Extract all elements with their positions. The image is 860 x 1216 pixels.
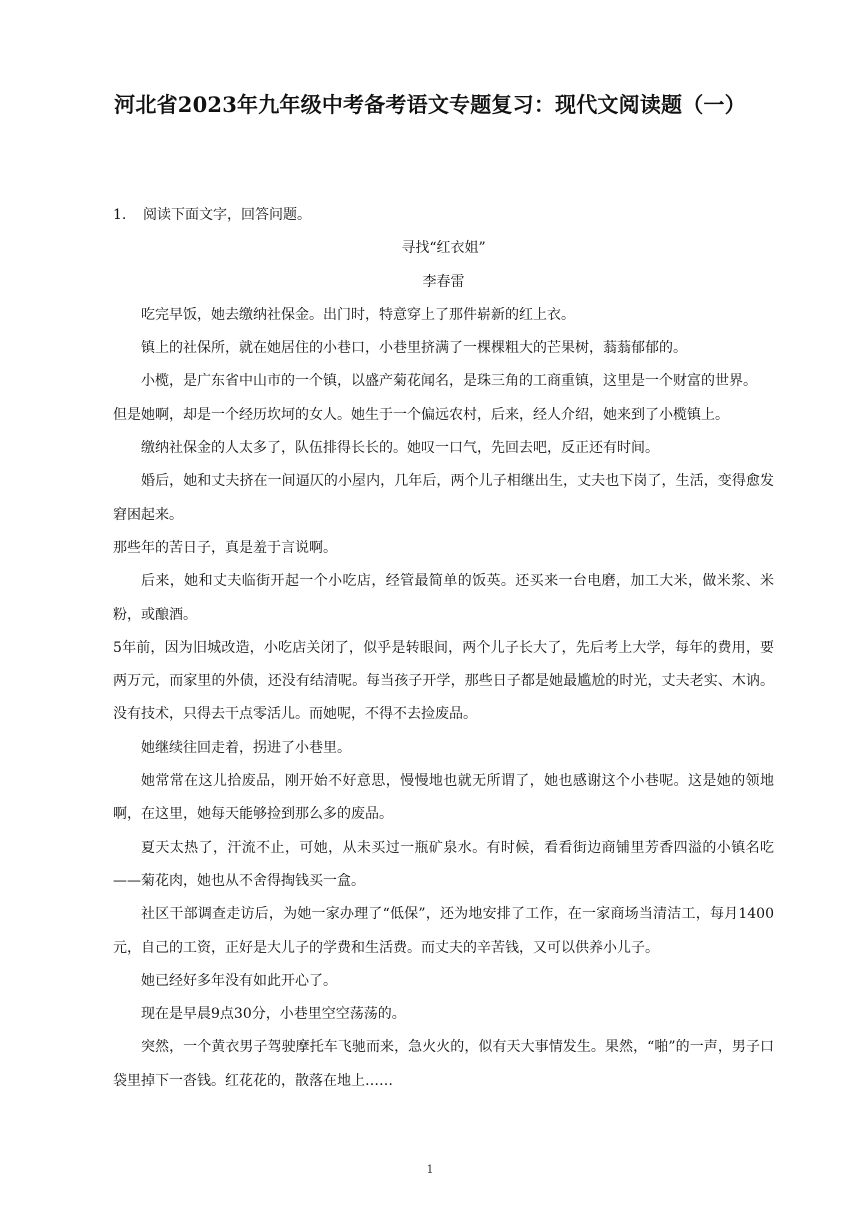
article-paragraph: 社区干部调查走访后，为她一家办理了“低保”，还为地安排了工作，在一家商场当清洁工，每月1400元，自己的工资，正好是大儿子的学费和生活费。而丈夫的辛苦钱，又可以供养小儿子。 <box>113 906 774 956</box>
question-line <box>113 199 774 232</box>
article-paragraph: 突然，一个黄衣男子驾驶摩托车飞驰而来，急火火的，似有天大事情发生。果然，“啪”的一声，男子口袋里掉下一沓钱。红花花的，散落在地上…… <box>113 1039 774 1089</box>
article-paragraphs <box>113 299 774 1098</box>
article-paragraph: 5年前，因为旧城改造，小吃店关闭了，似乎是转眼间，两个儿子长大了，先后考上大学，每年的费用，要两万元，而家里的外债，还没有结清呢。每当孩子开学，那些日子都是她最尴尬的时光，丈夫老实、木讷。没有技术，只得去干点零活儿。而她呢，不得不去捡废品。 <box>113 639 774 723</box>
article-paragraph: 现在是早晨9点30分，小巷里空空荡荡的。 <box>141 1006 406 1023</box>
article-paragraph: 缴纳社保金的人太多了，队伍排得长长的。她叹一口气，先回去吧，反正还有时间。 <box>141 440 659 457</box>
article-author: 李春雷 <box>422 273 465 290</box>
article-paragraph: 夏天太热了，汗流不止，可她，从未买过一瓶矿泉水。有时候，看看街边商铺里芳香四溢的小镇名吃——菊花肉，她也从不舍得掏钱买一盒。 <box>113 839 774 889</box>
article-paragraph: 她常常在这儿拾废品，刚开始不好意思，慢慢地也就无所谓了，她也感谢这个小巷呢。这是她的领地啊，在这里，她每天能够捡到那么多的废品。 <box>113 773 774 823</box>
article-title: 寻找“红衣姐” <box>401 240 486 257</box>
question-prompt: 阅读下面文字，回答问题。 <box>143 207 311 223</box>
article-paragraph: 小榄，是广东省中山市的一个镇，以盛产菊花闻名，是珠三角的工商重镇，这里是一个财富的世界。 <box>141 373 757 390</box>
article-paragraph: 镇上的社保所，就在她居住的小巷口，小巷里挤满了一棵棵粗大的芒果树，蓊蓊郁郁的。 <box>141 340 687 357</box>
question-number: 1. <box>113 207 127 223</box>
document-body <box>113 199 774 1098</box>
article-paragraph: 那些年的苦日子，真是羞于言说啊。 <box>113 539 337 556</box>
article-paragraph: 吃完早饭，她去缴纳社保金。出门时，特意穿上了那件崭新的红上衣。 <box>141 306 575 323</box>
article-paragraph: 她继续往回走着，拐进了小巷里。 <box>141 739 351 756</box>
document-title: 河北省2023年九年级中考备考语文专题复习：现代文阅读题（一） <box>114 92 746 117</box>
article-paragraph: 后来，她和丈夫临街开起一个小吃店，经管最简单的饭英。还买来一台电磨，加工大米，做米浆、米粉，或酿酒。 <box>113 573 774 623</box>
page-number: 1 <box>426 1163 434 1176</box>
article-paragraph: 她已经好多年没有如此开心了。 <box>141 972 337 989</box>
article-paragraph: 但是她啊，却是一个经历坎坷的女人。她生于一个偏远农村，后来，经人介绍，她来到了小榄镇上。 <box>113 406 729 423</box>
article-paragraph: 婚后，她和丈夫挤在一间逼仄的小屋内，几年后，两个儿子相继出生，丈夫也下岗了，生活，变得愈发窘困起来。 <box>113 473 774 523</box>
